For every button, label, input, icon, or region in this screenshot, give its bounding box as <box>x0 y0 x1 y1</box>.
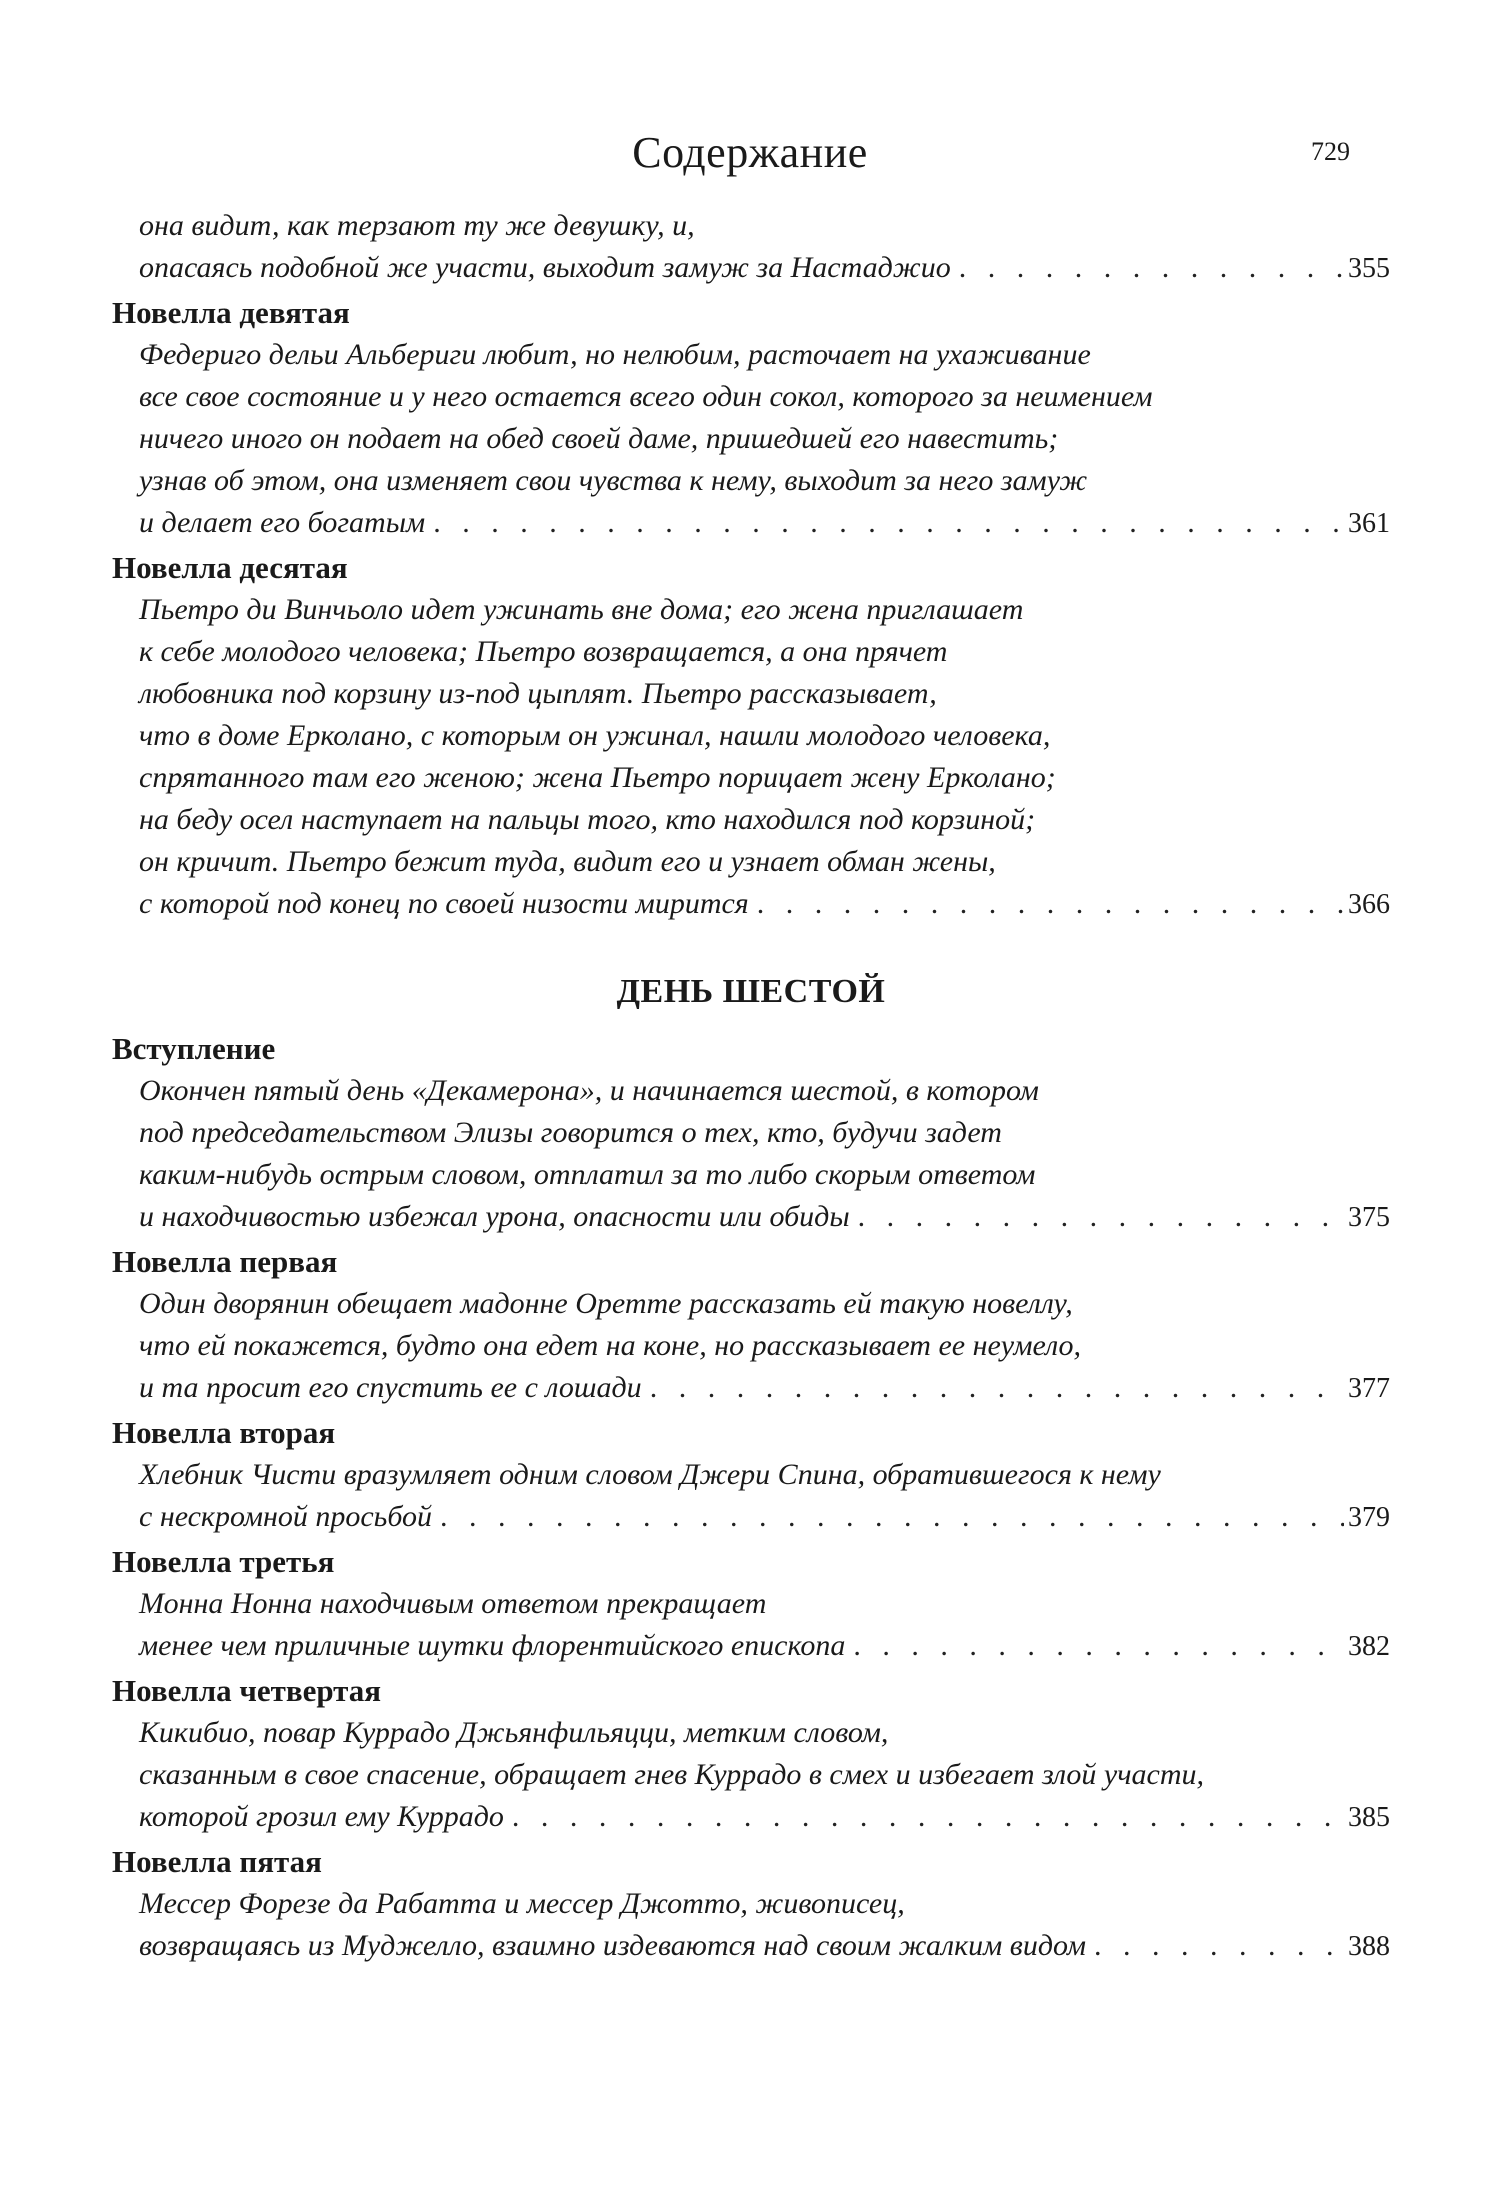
entry-page-number: 377 <box>1348 1373 1390 1404</box>
dot-leader <box>959 247 1344 289</box>
entry-summary-line: Федериго дельи Альбериги любит, но нелюбим, расточает на ухаживание <box>139 338 1091 371</box>
dot-leader <box>433 502 1344 544</box>
toc-entry <box>112 1241 1390 1412</box>
toc-continuation-entry <box>112 205 1390 292</box>
dot-leader <box>757 883 1344 925</box>
entry-summary-line <box>112 1367 1390 1409</box>
entry-summary-line: спрятанного там его женою; жена Пьетро порицает жену Ерколано; <box>139 761 1056 794</box>
entry-summary-line: сказанным в свое спасение, обращает гнев Куррадо в смех и избегает злой участи, <box>139 1758 1205 1791</box>
entry-summary-line: что ей покажется, будто она едет на коне, но рассказывает ее неумело, <box>139 1329 1082 1362</box>
day-heading: ДЕНЬ ШЕСТОЙ <box>616 973 886 1010</box>
entry-summary-line: узнав об этом, она изменяет свои чувства к нему, выходит за него замуж <box>139 464 1088 497</box>
entry-page-number: 388 <box>1348 1931 1390 1962</box>
entry-summary-line <box>112 1496 1390 1538</box>
toc-entries-day-five <box>112 292 1390 928</box>
dot-leader <box>853 1625 1344 1667</box>
entry-summary-line: он кричит. Пьетро бежит туда, видит его и узнает обман жены, <box>139 845 996 878</box>
entry-page-number: 375 <box>1348 1202 1390 1233</box>
entry-summary-text: менее чем приличные шутки флорентийского епископа <box>139 1629 846 1662</box>
entry-summary-line: она видит, как терзают ту же девушку, и, <box>139 209 695 242</box>
entry-summary-line <box>112 883 1390 925</box>
entry-title: Вступление <box>112 1031 276 1066</box>
toc-entry <box>112 1670 1390 1841</box>
entry-summary-line: Один дворянин обещает мадонне Оретте рассказать ей такую новеллу, <box>139 1287 1073 1320</box>
entry-page-number: 385 <box>1348 1802 1390 1833</box>
toc-entries-day-six <box>112 1028 1390 1970</box>
entry-summary-text: которой грозил ему Куррадо <box>139 1800 504 1833</box>
entry-page-number: 379 <box>1348 1502 1390 1533</box>
dot-leader <box>440 1496 1344 1538</box>
entry-summary-line: что в доме Ерколано, с которым он ужинал, нашли молодого человека, <box>139 719 1051 752</box>
entry-summary-line <box>112 247 1390 289</box>
entry-summary-line: любовника под корзину из-под цыплят. Пьетро рассказывает, <box>139 677 937 710</box>
entry-summary-line: каким-нибудь острым словом, отплатил за то либо скорым ответом <box>139 1158 1036 1191</box>
entry-summary-line: Хлебник Чисти вразумляет одним словом Джери Спина, обратившегося к нему <box>139 1458 1161 1491</box>
entry-page-number: 366 <box>1348 889 1390 920</box>
entry-summary-line: Пьетро ди Винчьоло идет ужинать вне дома; его жена приглашает <box>139 593 1024 626</box>
entry-summary-line: ничего иного он подает на обед своей даме, пришедшей его навестить; <box>139 422 1059 455</box>
dot-leader <box>1094 1925 1344 1967</box>
entry-summary-text: и та просит его спустить ее с лошади <box>139 1371 642 1404</box>
entry-summary-line <box>112 1925 1390 1967</box>
toc-entry <box>112 292 1390 547</box>
entry-summary-text: возвращаясь из Муджелло, взаимно издеваются над своим жалким видом <box>139 1929 1087 1962</box>
page-number: 729 <box>1311 137 1350 166</box>
entry-summary-text: с нескромной просьбой <box>139 1500 433 1533</box>
table-of-contents <box>112 205 1390 1970</box>
dot-leader <box>650 1367 1344 1409</box>
entry-page-number: 382 <box>1348 1631 1390 1662</box>
entry-summary-line <box>112 1196 1390 1238</box>
dot-leader <box>512 1796 1344 1838</box>
entry-summary-line: к себе молодого человека; Пьетро возвращается, а она прячет <box>139 635 948 668</box>
entry-summary-text: опасаясь подобной же участи, выходит замуж за Настаджио <box>139 251 951 284</box>
toc-entry <box>112 1841 1390 1970</box>
toc-entry <box>112 1028 1390 1241</box>
entry-summary-line: на беду осел наступает на пальцы того, кто находился под корзиной; <box>139 803 1036 836</box>
toc-entry <box>112 1541 1390 1670</box>
entry-summary-line <box>112 1796 1390 1838</box>
entry-summary-line: Окончен пятый день «Декамерона», и начинается шестой, в котором <box>139 1074 1039 1107</box>
entry-title: Новелла первая <box>112 1244 338 1279</box>
entry-summary-line: Кикибио, повар Куррадо Джьянфильяцци, метким словом, <box>139 1716 889 1749</box>
entry-title: Новелла третья <box>112 1544 335 1579</box>
entry-page-number: 361 <box>1348 508 1390 539</box>
toc-entry <box>112 1412 1390 1541</box>
entry-title: Новелла четвертая <box>112 1673 382 1708</box>
entry-summary-line: Мессер Форезе да Рабатта и мессер Джотто, живописец, <box>139 1887 905 1920</box>
running-head <box>0 118 1500 188</box>
entry-summary-line <box>112 502 1390 544</box>
entry-summary-text: с которой под конец по своей низости мирится <box>139 887 749 920</box>
entry-summary-text: и делает его богатым <box>139 506 426 539</box>
entry-summary-line: Монна Нонна находчивым ответом прекращает <box>139 1587 767 1620</box>
entry-title: Новелла десятая <box>112 550 348 585</box>
dot-leader <box>858 1196 1344 1238</box>
entry-title: Новелла пятая <box>112 1844 322 1879</box>
entry-summary-line <box>112 1625 1390 1667</box>
entry-summary-text: и находчивостью избежал урона, опасности или обиды <box>139 1200 850 1233</box>
entry-summary-line: под председательством Элизы говорится о тех, кто, будучи задет <box>139 1116 1002 1149</box>
page-title: Содержание <box>632 128 868 177</box>
toc-entry <box>112 547 1390 928</box>
entry-summary-line: все свое состояние и у него остается всего один сокол, которого за неимением <box>139 380 1153 413</box>
toc-entry <box>112 205 1390 292</box>
entry-title: Новелла девятая <box>112 295 350 330</box>
entry-page-number: 355 <box>1348 253 1390 284</box>
entry-title: Новелла вторая <box>112 1415 336 1450</box>
